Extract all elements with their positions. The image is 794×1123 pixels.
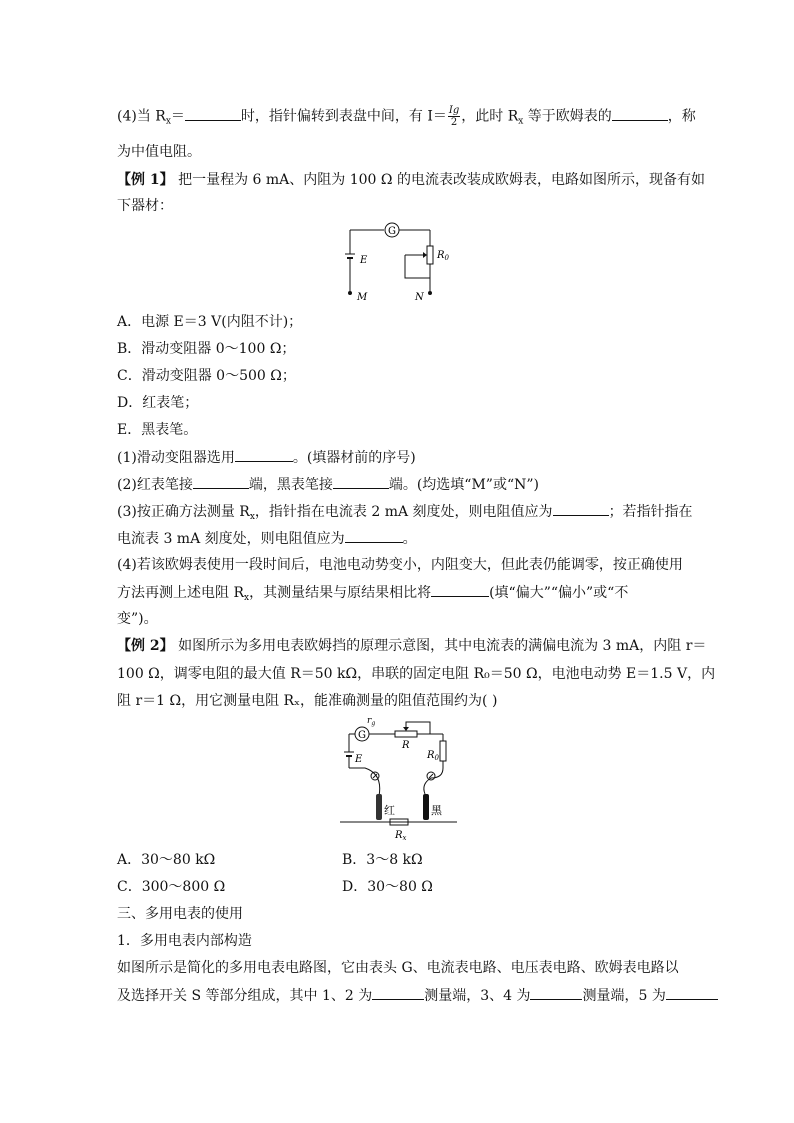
q-text: (填“偏大”“偏小”或“不 [489,585,629,601]
q-text: (2)红表笔接 [117,477,193,493]
q4-text: 等于欧姆表的 [523,108,612,125]
ex1-circuit-diagram [335,218,455,306]
answer-blank [345,528,403,543]
answer-blank [612,106,668,121]
q-text: ；若指针指在 [608,504,693,520]
q-text: 端。(均选填“M”或“N”) [388,477,539,493]
ex1-q3-line2 [117,528,417,549]
galvanometer-label: G [358,730,366,741]
q-text: (1)滑动变阻器选用 [117,450,235,466]
fraction-num: Ig [448,105,460,116]
q4-text: 时，指针偏转到表盘中间，有 I＝ [240,108,447,125]
q-text: 端，黑表笔接 [248,477,333,493]
r0-label: $R_0$ [427,750,439,762]
ex1-text: 把一量程为 6 mA、内阻为 100 Ω 的电流表改装成欧姆表，电路如图所示，现备有如 [173,172,705,188]
option-d: D．30～80 Ω [342,879,433,895]
ex2-text: 如图所示为多用电表欧姆挡的原理示意图，其中电流表的满偏电流为 3 mA，内阻 r＝ [173,638,707,654]
r-label: R [402,740,410,751]
r0-label: $R_0$ [437,250,449,262]
ex1-option-e: E．黑表笔。 [117,422,198,438]
sub-x: x [165,116,171,127]
rx-label: $R_x$ [395,830,407,842]
emf-label: E [360,255,368,266]
ex2-line3: 阻 r＝1 Ω，用它测量电阻 Rₓ，能准确测量的阻值范围约为( ) [117,693,498,709]
q4-line2: 为中值电阻。 [117,144,201,160]
q-text: ，其测量结果与原结果相比将 [249,585,432,601]
ex1-option-c: C．滑动变阻器 0～500 Ω； [117,368,296,384]
ex1-q2 [117,474,539,495]
q4-line1 [117,105,696,132]
ex2-line1 [117,636,706,656]
sub-x: x [244,593,250,603]
ex1-line1 [117,170,705,190]
ex1-line2: 下器材： [117,198,173,214]
ex1-option-b: B．滑动变阻器 0～100 Ω； [117,341,296,357]
example-tag: 【例 2】 [117,638,174,654]
sub-x: x [518,116,524,127]
answer-blank [185,106,241,121]
ex1-q4-line2 [117,582,628,608]
answer-blank [431,582,489,597]
ex1-option-a: A．电源 E＝3 V(内阻不计)； [117,314,303,330]
sub-x: x [249,512,255,522]
ex2-options-row2 [117,877,433,897]
emf-label: E [355,754,363,765]
option-a: A．30～80 kΩ [117,852,216,868]
q4-text: ，称 [667,108,696,125]
q4-text: (4)当 R [117,108,166,125]
ex1-q3-line1 [117,501,693,527]
answer-blank [193,474,249,489]
ex2-line2: 100 Ω，调零电阻的最大值 R＝50 kΩ，串联的固定电阻 R₀＝50 Ω，电池电动势 E＝1.5 V，内 [117,666,716,682]
q-text: 。 [402,531,417,547]
answer-blank [553,501,609,516]
answer-blank [530,985,582,1000]
red-probe-label: 红 [384,804,395,817]
answer-blank [333,474,389,489]
q-text: 电流表 3 mA 刻度处，则电阻值应为 [117,531,345,547]
q4-text: ，此时 R [461,108,519,125]
ex2-ohmmeter-diagram [335,716,465,846]
rg-label: $r_g$ [367,716,376,727]
p-text: 测量端，3、4 为 [424,988,531,1004]
q-text: ，指针指在电流表 2 mA 刻度处，则电阻值应为 [254,504,553,520]
ex1-option-d: D．红表笔； [117,395,199,411]
ex1-q4-line1: (4)若该欧姆表使用一段时间后，电池电动势变小，内阻变大，但此表仍能调零，按正确使用 [117,557,683,573]
option-c: C．300～800 Ω [117,879,226,895]
black-probe-label: 黑 [431,804,442,817]
answer-blank [235,447,293,462]
section-title: 三、多用电表的使用 [117,906,243,922]
ex1-q1 [117,447,416,468]
p-text: 测量端，5 为 [582,988,666,1004]
q-text: 。(填器材前的序号) [292,450,416,466]
answer-blank [372,985,424,1000]
ex2-options-row1 [117,850,423,870]
q4-text: ＝ [170,108,185,125]
example-tag: 【例 1】 [117,172,174,188]
sec3-para-line2 [117,985,718,1006]
terminal-m-label: M [357,292,368,303]
sec3-para-line1: 如图所示是简化的多用电表电路图，它由表头 G、电流表电路、电压表电路、欧姆表电路以 [117,960,679,976]
fraction-den: 2 [450,117,458,128]
option-b: B．3～8 kΩ [342,852,423,868]
q-text: 方法再测上述电阻 R [117,585,244,601]
terminal-n-label: N [415,292,424,303]
ex1-q4-line3: 变”)。 [117,611,158,627]
fraction [448,105,460,128]
answer-blank [666,985,718,1000]
galvanometer-label: G [388,226,396,237]
q-text: (3)按正确方法测量 R [117,504,250,520]
p-text: 及选择开关 S 等部分组成，其中 1、2 为 [117,988,373,1004]
subsection-title: 1．多用电表内部构造 [117,933,252,949]
